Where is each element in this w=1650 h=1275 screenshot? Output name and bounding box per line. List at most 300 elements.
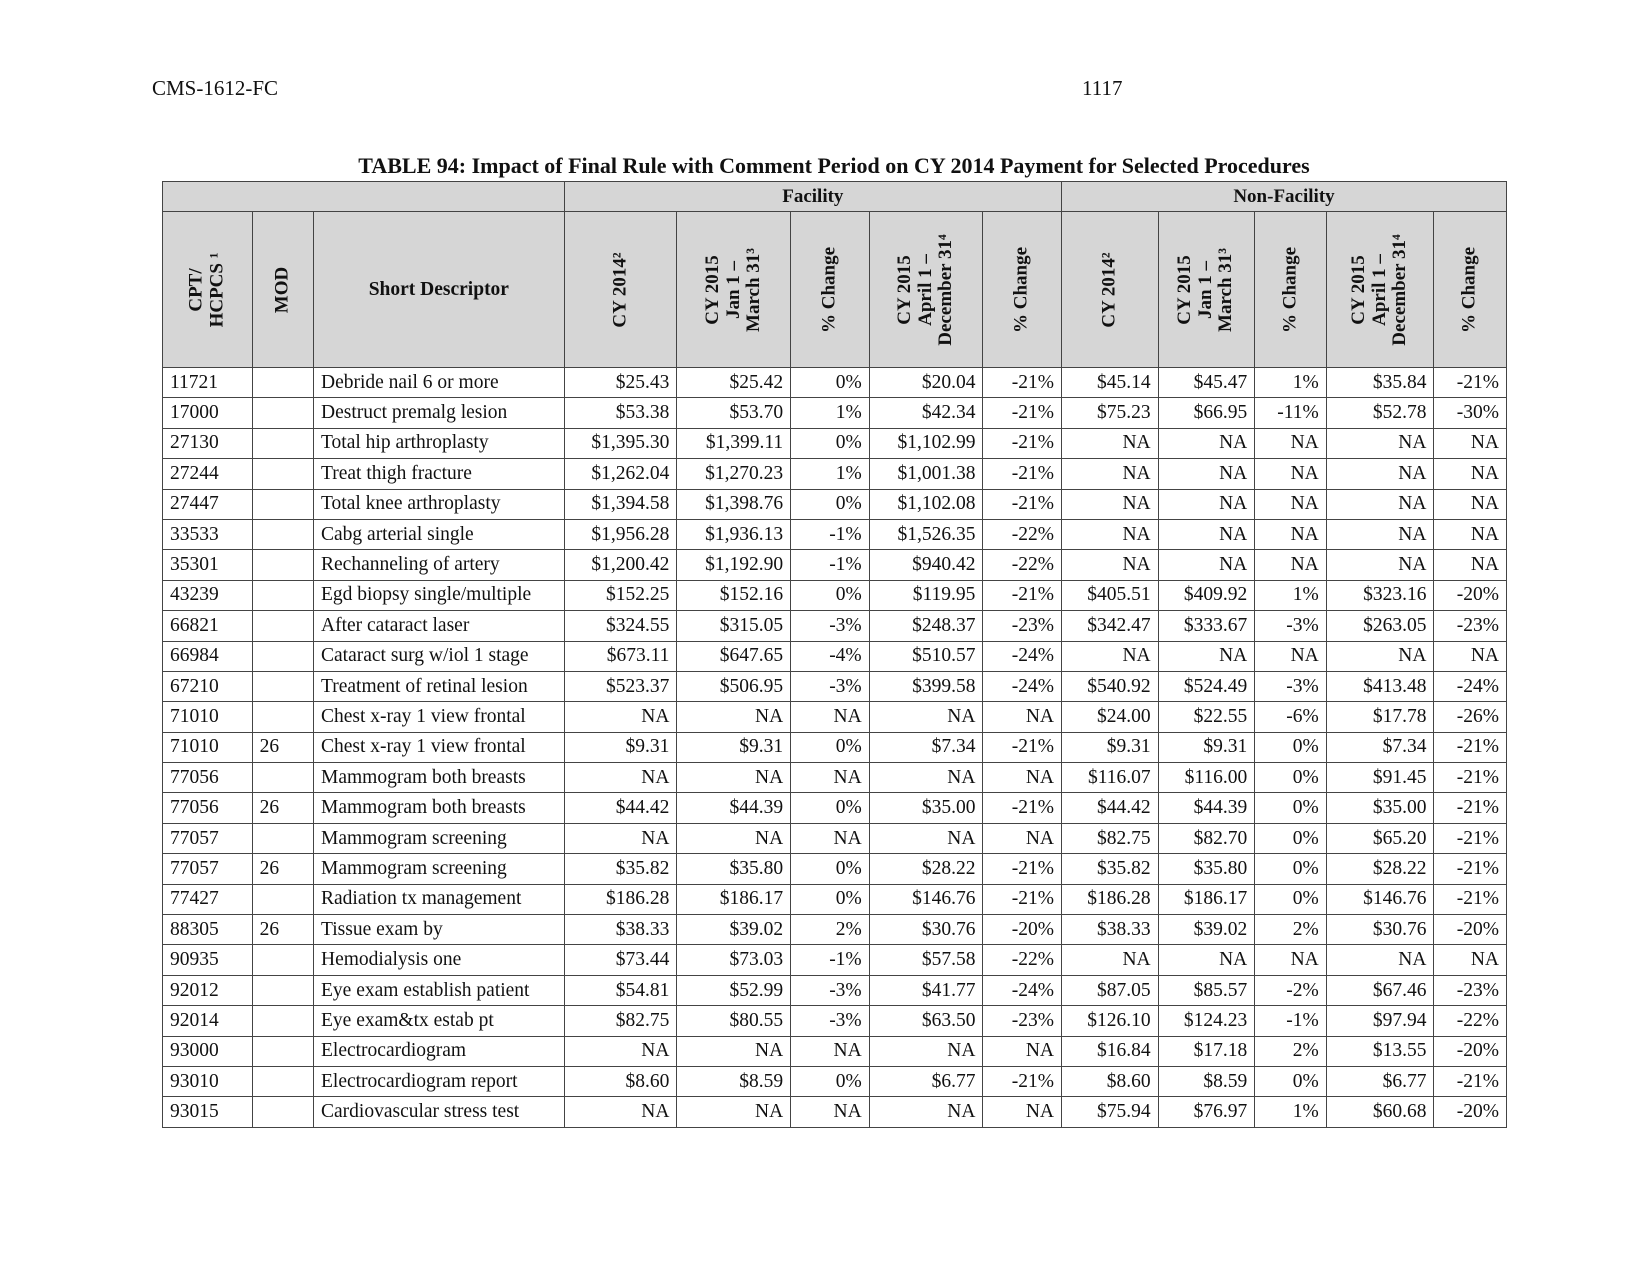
- cell-nonfacility-pct-change-1: -2%: [1255, 975, 1326, 1005]
- cell-facility-cy2015-apr-dec: $146.76: [869, 884, 983, 914]
- cell-facility-cy2014: $44.42: [564, 793, 677, 823]
- cell-facility-pct-change-1: NA: [791, 763, 870, 793]
- cell-nonfacility-cy2015-jan-mar: NA: [1158, 519, 1255, 549]
- cell-nonfacility-pct-change-1: 0%: [1255, 884, 1326, 914]
- cell-nonfacility-pct-change-1: -11%: [1255, 398, 1326, 428]
- cell-nonfacility-cy2015-jan-mar: $35.80: [1158, 854, 1255, 884]
- cell-nonfacility-cy2015-apr-dec: $35.84: [1326, 368, 1434, 398]
- cell-nonfacility-pct-change-2: -21%: [1434, 884, 1507, 914]
- cell-nonfacility-cy2014: $186.28: [1061, 884, 1158, 914]
- cell-cpt-code: 93000: [163, 1036, 253, 1066]
- cell-facility-cy2015-jan-mar: $80.55: [677, 1006, 791, 1036]
- cell-facility-pct-change-2: NA: [983, 702, 1062, 732]
- table-row: [163, 489, 1507, 519]
- table-row: [163, 550, 1507, 580]
- cell-nonfacility-cy2015-apr-dec: $17.78: [1326, 702, 1434, 732]
- table-row: [163, 580, 1507, 610]
- cell-nonfacility-cy2015-apr-dec: $146.76: [1326, 884, 1434, 914]
- cell-modifier: [252, 975, 313, 1005]
- cell-nonfacility-cy2015-apr-dec: $28.22: [1326, 854, 1434, 884]
- cell-facility-pct-change-2: -21%: [983, 489, 1062, 519]
- cell-nonfacility-cy2014: NA: [1061, 489, 1158, 519]
- cell-nonfacility-cy2014: $116.07: [1061, 763, 1158, 793]
- cell-facility-cy2015-apr-dec: NA: [869, 1097, 983, 1127]
- cell-cpt-code: 43239: [163, 580, 253, 610]
- cell-nonfacility-pct-change-1: NA: [1255, 428, 1326, 458]
- cell-facility-pct-change-1: 0%: [791, 580, 870, 610]
- cell-facility-pct-change-1: -3%: [791, 671, 870, 701]
- cell-facility-cy2015-jan-mar: NA: [677, 1097, 791, 1127]
- cell-facility-cy2015-jan-mar: $73.03: [677, 945, 791, 975]
- cell-modifier: [252, 641, 313, 671]
- cell-nonfacility-cy2015-jan-mar: NA: [1158, 641, 1255, 671]
- cell-nonfacility-pct-change-2: NA: [1434, 489, 1507, 519]
- cell-facility-cy2014: NA: [564, 763, 677, 793]
- cell-nonfacility-cy2014: $9.31: [1061, 732, 1158, 762]
- cell-facility-cy2014: $82.75: [564, 1006, 677, 1036]
- cell-facility-pct-change-1: 1%: [791, 398, 870, 428]
- table-row: [163, 915, 1507, 945]
- cell-facility-cy2014: $25.43: [564, 368, 677, 398]
- cell-facility-cy2015-apr-dec: $6.77: [869, 1066, 983, 1096]
- cell-nonfacility-pct-change-1: NA: [1255, 519, 1326, 549]
- cell-nonfacility-cy2015-apr-dec: $65.20: [1326, 823, 1434, 853]
- cell-nonfacility-cy2014: NA: [1061, 459, 1158, 489]
- cell-nonfacility-cy2015-jan-mar: $22.55: [1158, 702, 1255, 732]
- cell-nonfacility-cy2014: $16.84: [1061, 1036, 1158, 1066]
- cell-nonfacility-cy2014: $540.92: [1061, 671, 1158, 701]
- cell-nonfacility-cy2015-jan-mar: $124.23: [1158, 1006, 1255, 1036]
- cell-nonfacility-cy2015-jan-mar: $17.18: [1158, 1036, 1255, 1066]
- cell-nonfacility-pct-change-1: 2%: [1255, 1036, 1326, 1066]
- table-row: [163, 945, 1507, 975]
- cell-facility-cy2014: $324.55: [564, 611, 677, 641]
- cell-facility-cy2015-jan-mar: $1,399.11: [677, 428, 791, 458]
- cell-nonfacility-cy2014: NA: [1061, 641, 1158, 671]
- cell-modifier: 26: [252, 732, 313, 762]
- table-row: [163, 884, 1507, 914]
- cell-nonfacility-pct-change-2: -30%: [1434, 398, 1507, 428]
- cell-cpt-code: 88305: [163, 915, 253, 945]
- group-header-blank: [163, 182, 565, 212]
- cell-facility-cy2014: $523.37: [564, 671, 677, 701]
- cell-short-descriptor: Treatment of retinal lesion: [314, 671, 565, 701]
- cell-nonfacility-pct-change-2: NA: [1434, 945, 1507, 975]
- cell-short-descriptor: Egd biopsy single/multiple: [314, 580, 565, 610]
- cell-nonfacility-cy2014: NA: [1061, 519, 1158, 549]
- cell-cpt-code: 27244: [163, 459, 253, 489]
- cell-nonfacility-cy2015-apr-dec: NA: [1326, 641, 1434, 671]
- cell-modifier: [252, 945, 313, 975]
- cell-facility-pct-change-2: -21%: [983, 368, 1062, 398]
- table-row: [163, 1097, 1507, 1127]
- cell-nonfacility-cy2015-jan-mar: $186.17: [1158, 884, 1255, 914]
- cell-cpt-code: 27130: [163, 428, 253, 458]
- cell-facility-pct-change-2: -24%: [983, 641, 1062, 671]
- cell-nonfacility-cy2014: $35.82: [1061, 854, 1158, 884]
- cell-short-descriptor: Cabg arterial single: [314, 519, 565, 549]
- cell-facility-pct-change-2: -21%: [983, 732, 1062, 762]
- cell-nonfacility-cy2014: $8.60: [1061, 1066, 1158, 1096]
- cell-facility-cy2015-apr-dec: $7.34: [869, 732, 983, 762]
- cell-cpt-code: 71010: [163, 702, 253, 732]
- cell-nonfacility-pct-change-2: -23%: [1434, 975, 1507, 1005]
- cell-nonfacility-cy2014: $75.94: [1061, 1097, 1158, 1127]
- cell-facility-cy2015-jan-mar: NA: [677, 763, 791, 793]
- cell-nonfacility-pct-change-1: NA: [1255, 641, 1326, 671]
- cell-cpt-code: 77056: [163, 793, 253, 823]
- cell-short-descriptor: Eye exam&tx estab pt: [314, 1006, 565, 1036]
- cell-short-descriptor: Total knee arthroplasty: [314, 489, 565, 519]
- cell-nonfacility-pct-change-2: -21%: [1434, 763, 1507, 793]
- cell-facility-cy2014: $1,200.42: [564, 550, 677, 580]
- cell-facility-pct-change-1: -1%: [791, 519, 870, 549]
- table-title: TABLE 94: Impact of Final Rule with Comment Period on CY 2014 Payment for Selected Procedures: [358, 153, 1310, 178]
- cell-modifier: [252, 459, 313, 489]
- cell-nonfacility-cy2015-apr-dec: $97.94: [1326, 1006, 1434, 1036]
- cell-nonfacility-cy2015-jan-mar: $66.95: [1158, 398, 1255, 428]
- cell-facility-cy2015-jan-mar: $506.95: [677, 671, 791, 701]
- cell-facility-cy2014: $1,956.28: [564, 519, 677, 549]
- cell-cpt-code: 17000: [163, 398, 253, 428]
- cell-nonfacility-cy2014: $126.10: [1061, 1006, 1158, 1036]
- cell-facility-cy2015-apr-dec: NA: [869, 702, 983, 732]
- cell-short-descriptor: Debride nail 6 or more: [314, 368, 565, 398]
- cell-facility-cy2015-apr-dec: $35.00: [869, 793, 983, 823]
- cell-facility-pct-change-2: NA: [983, 1036, 1062, 1066]
- cell-facility-pct-change-2: NA: [983, 823, 1062, 853]
- cell-facility-cy2015-apr-dec: $28.22: [869, 854, 983, 884]
- cell-facility-pct-change-1: -3%: [791, 611, 870, 641]
- cell-facility-pct-change-1: 0%: [791, 489, 870, 519]
- cell-facility-cy2015-apr-dec: $510.57: [869, 641, 983, 671]
- cell-modifier: 26: [252, 793, 313, 823]
- cell-short-descriptor: Cataract surg w/iol 1 stage: [314, 641, 565, 671]
- cell-nonfacility-cy2014: $45.14: [1061, 368, 1158, 398]
- cell-facility-cy2014: NA: [564, 1097, 677, 1127]
- cell-facility-pct-change-1: 0%: [791, 1066, 870, 1096]
- cell-facility-pct-change-2: -24%: [983, 975, 1062, 1005]
- cell-facility-pct-change-2: -21%: [983, 398, 1062, 428]
- cell-facility-cy2015-apr-dec: $42.34: [869, 398, 983, 428]
- cell-facility-pct-change-1: 0%: [791, 793, 870, 823]
- cell-short-descriptor: Chest x-ray 1 view frontal: [314, 702, 565, 732]
- cell-facility-cy2015-jan-mar: $39.02: [677, 915, 791, 945]
- cell-short-descriptor: Rechanneling of artery: [314, 550, 565, 580]
- cell-modifier: [252, 580, 313, 610]
- cell-facility-pct-change-2: -24%: [983, 671, 1062, 701]
- cell-cpt-code: 11721: [163, 368, 253, 398]
- cell-nonfacility-pct-change-1: NA: [1255, 945, 1326, 975]
- payment-impact-table: [162, 181, 1507, 1128]
- cell-nonfacility-cy2015-apr-dec: $413.48: [1326, 671, 1434, 701]
- cell-short-descriptor: Treat thigh fracture: [314, 459, 565, 489]
- cell-facility-cy2015-jan-mar: $315.05: [677, 611, 791, 641]
- cell-short-descriptor: Chest x-ray 1 view frontal: [314, 732, 565, 762]
- col-header-facility-cy2014: CY 2014²: [564, 212, 677, 368]
- table-row: [163, 1036, 1507, 1066]
- cell-nonfacility-cy2014: $82.75: [1061, 823, 1158, 853]
- cell-facility-cy2014: NA: [564, 823, 677, 853]
- cell-nonfacility-cy2015-jan-mar: NA: [1158, 945, 1255, 975]
- cell-cpt-code: 77056: [163, 763, 253, 793]
- cell-modifier: [252, 671, 313, 701]
- cell-facility-pct-change-2: -21%: [983, 884, 1062, 914]
- cell-facility-pct-change-2: -21%: [983, 580, 1062, 610]
- cell-cpt-code: 33533: [163, 519, 253, 549]
- table-row: [163, 1066, 1507, 1096]
- cell-facility-pct-change-2: -21%: [983, 428, 1062, 458]
- cell-nonfacility-pct-change-2: -22%: [1434, 1006, 1507, 1036]
- cell-nonfacility-cy2014: NA: [1061, 428, 1158, 458]
- cell-cpt-code: 77057: [163, 854, 253, 884]
- cell-modifier: [252, 1097, 313, 1127]
- cell-nonfacility-pct-change-2: -21%: [1434, 1066, 1507, 1096]
- cell-nonfacility-pct-change-2: NA: [1434, 519, 1507, 549]
- cell-cpt-code: 66984: [163, 641, 253, 671]
- cell-nonfacility-cy2015-apr-dec: $52.78: [1326, 398, 1434, 428]
- cell-facility-cy2015-jan-mar: $53.70: [677, 398, 791, 428]
- cell-facility-pct-change-2: -23%: [983, 1006, 1062, 1036]
- cell-short-descriptor: Eye exam establish patient: [314, 975, 565, 1005]
- cell-facility-cy2015-apr-dec: $63.50: [869, 1006, 983, 1036]
- cell-nonfacility-cy2015-jan-mar: $85.57: [1158, 975, 1255, 1005]
- cell-nonfacility-cy2015-jan-mar: NA: [1158, 459, 1255, 489]
- cell-nonfacility-cy2015-jan-mar: $116.00: [1158, 763, 1255, 793]
- cell-nonfacility-cy2015-apr-dec: $7.34: [1326, 732, 1434, 762]
- page-number: 1117: [1082, 76, 1123, 100]
- cell-nonfacility-pct-change-1: 1%: [1255, 368, 1326, 398]
- cell-facility-cy2015-jan-mar: $9.31: [677, 732, 791, 762]
- col-header-nonfacility-cy2015-apr: CY 2015 April 1 – December 31⁴: [1326, 212, 1434, 368]
- cell-facility-pct-change-1: -3%: [791, 975, 870, 1005]
- cell-modifier: [252, 489, 313, 519]
- cell-facility-cy2015-apr-dec: $248.37: [869, 611, 983, 641]
- cell-facility-cy2014: $186.28: [564, 884, 677, 914]
- col-header-nonfacility-pct-change-1: % Change: [1255, 212, 1326, 368]
- cell-modifier: [252, 884, 313, 914]
- cell-nonfacility-cy2015-apr-dec: $13.55: [1326, 1036, 1434, 1066]
- cell-nonfacility-pct-change-2: NA: [1434, 641, 1507, 671]
- cell-short-descriptor: Mammogram screening: [314, 823, 565, 853]
- cell-facility-pct-change-1: 0%: [791, 732, 870, 762]
- cell-cpt-code: 92014: [163, 1006, 253, 1036]
- table-row: [163, 975, 1507, 1005]
- cell-facility-cy2015-jan-mar: $1,192.90: [677, 550, 791, 580]
- cell-facility-pct-change-2: -21%: [983, 459, 1062, 489]
- cell-facility-cy2015-jan-mar: $8.59: [677, 1066, 791, 1096]
- cell-modifier: [252, 1066, 313, 1096]
- cell-facility-cy2015-jan-mar: NA: [677, 702, 791, 732]
- cell-facility-pct-change-1: NA: [791, 702, 870, 732]
- cell-facility-cy2015-jan-mar: $44.39: [677, 793, 791, 823]
- cell-facility-pct-change-1: 0%: [791, 428, 870, 458]
- table-row: [163, 611, 1507, 641]
- cell-modifier: 26: [252, 915, 313, 945]
- cell-facility-cy2015-jan-mar: $1,270.23: [677, 459, 791, 489]
- cell-facility-cy2014: $53.38: [564, 398, 677, 428]
- cell-facility-cy2015-jan-mar: NA: [677, 1036, 791, 1066]
- table-row: [163, 459, 1507, 489]
- cell-modifier: [252, 1036, 313, 1066]
- cell-nonfacility-pct-change-1: 0%: [1255, 854, 1326, 884]
- cell-nonfacility-pct-change-2: -21%: [1434, 823, 1507, 853]
- cell-facility-cy2015-jan-mar: $186.17: [677, 884, 791, 914]
- col-header-mod: MOD: [252, 212, 313, 368]
- cell-short-descriptor: Mammogram both breasts: [314, 793, 565, 823]
- cell-facility-pct-change-2: NA: [983, 763, 1062, 793]
- table-body: [163, 368, 1507, 1128]
- cell-facility-cy2014: $1,395.30: [564, 428, 677, 458]
- col-header-facility-cy2015-apr: CY 2015 April 1 – December 31⁴: [869, 212, 983, 368]
- cell-nonfacility-pct-change-2: -21%: [1434, 732, 1507, 762]
- col-header-short-descriptor: Short Descriptor: [314, 212, 565, 368]
- cell-nonfacility-cy2015-jan-mar: $76.97: [1158, 1097, 1255, 1127]
- cell-cpt-code: 67210: [163, 671, 253, 701]
- cell-cpt-code: 90935: [163, 945, 253, 975]
- cell-facility-cy2015-jan-mar: $35.80: [677, 854, 791, 884]
- cell-facility-cy2015-apr-dec: $57.58: [869, 945, 983, 975]
- cell-facility-cy2015-jan-mar: $52.99: [677, 975, 791, 1005]
- cell-facility-pct-change-2: -21%: [983, 854, 1062, 884]
- cell-facility-cy2014: $1,262.04: [564, 459, 677, 489]
- cell-facility-cy2015-apr-dec: $1,102.99: [869, 428, 983, 458]
- cell-short-descriptor: Tissue exam by: [314, 915, 565, 945]
- table-row: [163, 428, 1507, 458]
- col-header-nonfacility-cy2014: CY 2014²: [1061, 212, 1158, 368]
- cell-nonfacility-pct-change-2: NA: [1434, 550, 1507, 580]
- table-row: [163, 732, 1507, 762]
- cell-nonfacility-cy2014: $38.33: [1061, 915, 1158, 945]
- cell-cpt-code: 93010: [163, 1066, 253, 1096]
- cell-nonfacility-cy2014: $405.51: [1061, 580, 1158, 610]
- cell-nonfacility-pct-change-1: 2%: [1255, 915, 1326, 945]
- cell-modifier: [252, 611, 313, 641]
- cell-facility-cy2014: $8.60: [564, 1066, 677, 1096]
- cell-nonfacility-cy2015-apr-dec: NA: [1326, 550, 1434, 580]
- document-id: CMS-1612-FC: [152, 76, 279, 100]
- table-row: [163, 702, 1507, 732]
- table-row: [163, 763, 1507, 793]
- cell-nonfacility-pct-change-2: -21%: [1434, 368, 1507, 398]
- cell-nonfacility-pct-change-2: -20%: [1434, 1097, 1507, 1127]
- cell-nonfacility-cy2015-apr-dec: NA: [1326, 459, 1434, 489]
- cell-facility-cy2015-apr-dec: NA: [869, 763, 983, 793]
- cell-nonfacility-pct-change-2: -21%: [1434, 854, 1507, 884]
- cell-nonfacility-pct-change-1: NA: [1255, 489, 1326, 519]
- cell-cpt-code: 35301: [163, 550, 253, 580]
- cell-nonfacility-cy2015-jan-mar: NA: [1158, 489, 1255, 519]
- cell-nonfacility-pct-change-2: -20%: [1434, 580, 1507, 610]
- cell-nonfacility-pct-change-1: 1%: [1255, 1097, 1326, 1127]
- table-row: [163, 793, 1507, 823]
- cell-facility-pct-change-1: -4%: [791, 641, 870, 671]
- cell-nonfacility-cy2015-apr-dec: $263.05: [1326, 611, 1434, 641]
- cell-facility-cy2014: $38.33: [564, 915, 677, 945]
- cell-nonfacility-pct-change-1: -3%: [1255, 671, 1326, 701]
- cell-nonfacility-pct-change-2: -23%: [1434, 611, 1507, 641]
- cell-facility-cy2015-apr-dec: NA: [869, 823, 983, 853]
- cell-facility-pct-change-2: -22%: [983, 519, 1062, 549]
- cell-facility-cy2015-jan-mar: $1,936.13: [677, 519, 791, 549]
- cell-cpt-code: 66821: [163, 611, 253, 641]
- cell-facility-pct-change-1: -3%: [791, 1006, 870, 1036]
- cell-facility-pct-change-2: -21%: [983, 1066, 1062, 1096]
- cell-facility-pct-change-2: -22%: [983, 945, 1062, 975]
- cell-facility-pct-change-2: -20%: [983, 915, 1062, 945]
- cell-short-descriptor: After cataract laser: [314, 611, 565, 641]
- cell-facility-cy2015-apr-dec: $940.42: [869, 550, 983, 580]
- cell-short-descriptor: Mammogram screening: [314, 854, 565, 884]
- cell-nonfacility-cy2015-apr-dec: $91.45: [1326, 763, 1434, 793]
- table-row: [163, 1006, 1507, 1036]
- cell-nonfacility-cy2015-apr-dec: $60.68: [1326, 1097, 1434, 1127]
- cell-short-descriptor: Cardiovascular stress test: [314, 1097, 565, 1127]
- cell-cpt-code: 77427: [163, 884, 253, 914]
- cell-nonfacility-cy2015-jan-mar: $45.47: [1158, 368, 1255, 398]
- cell-nonfacility-pct-change-2: -24%: [1434, 671, 1507, 701]
- cell-nonfacility-cy2014: NA: [1061, 945, 1158, 975]
- cell-short-descriptor: Electrocardiogram: [314, 1036, 565, 1066]
- cell-nonfacility-pct-change-2: -26%: [1434, 702, 1507, 732]
- col-header-nonfacility-cy2015-jan: CY 2015 Jan 1 – March 31³: [1158, 212, 1255, 368]
- cell-facility-cy2014: $73.44: [564, 945, 677, 975]
- cell-nonfacility-cy2015-jan-mar: $82.70: [1158, 823, 1255, 853]
- cell-nonfacility-pct-change-1: 0%: [1255, 793, 1326, 823]
- cell-facility-cy2015-apr-dec: $30.76: [869, 915, 983, 945]
- cell-nonfacility-cy2015-apr-dec: $67.46: [1326, 975, 1434, 1005]
- cell-nonfacility-cy2015-apr-dec: $30.76: [1326, 915, 1434, 945]
- cell-facility-pct-change-2: -23%: [983, 611, 1062, 641]
- col-header-facility-pct-change-1: % Change: [791, 212, 870, 368]
- cell-facility-cy2015-apr-dec: $20.04: [869, 368, 983, 398]
- cell-nonfacility-pct-change-1: -3%: [1255, 611, 1326, 641]
- column-header-row: [163, 212, 1507, 368]
- cell-cpt-code: 93015: [163, 1097, 253, 1127]
- cell-modifier: [252, 763, 313, 793]
- table-row: [163, 823, 1507, 853]
- cell-nonfacility-pct-change-2: NA: [1434, 459, 1507, 489]
- cell-nonfacility-cy2015-apr-dec: NA: [1326, 519, 1434, 549]
- cell-nonfacility-cy2015-jan-mar: $8.59: [1158, 1066, 1255, 1096]
- cell-modifier: [252, 1006, 313, 1036]
- cell-facility-cy2015-jan-mar: $1,398.76: [677, 489, 791, 519]
- cell-facility-pct-change-1: NA: [791, 1036, 870, 1066]
- cell-facility-cy2014: $152.25: [564, 580, 677, 610]
- cell-facility-cy2015-apr-dec: $399.58: [869, 671, 983, 701]
- col-header-cpt: CPT/ HCPCS ¹: [163, 212, 253, 368]
- cell-facility-cy2015-jan-mar: $152.16: [677, 580, 791, 610]
- cell-nonfacility-cy2015-apr-dec: $35.00: [1326, 793, 1434, 823]
- cell-facility-cy2015-apr-dec: $119.95: [869, 580, 983, 610]
- cell-nonfacility-cy2015-jan-mar: $409.92: [1158, 580, 1255, 610]
- table-row: [163, 519, 1507, 549]
- cell-nonfacility-cy2015-apr-dec: NA: [1326, 428, 1434, 458]
- cell-nonfacility-cy2015-jan-mar: $44.39: [1158, 793, 1255, 823]
- cell-modifier: [252, 823, 313, 853]
- cell-nonfacility-cy2015-apr-dec: NA: [1326, 489, 1434, 519]
- cell-facility-cy2015-jan-mar: $25.42: [677, 368, 791, 398]
- cell-short-descriptor: Radiation tx management: [314, 884, 565, 914]
- cell-modifier: [252, 368, 313, 398]
- cell-facility-pct-change-1: 1%: [791, 459, 870, 489]
- cell-facility-pct-change-1: -1%: [791, 945, 870, 975]
- cell-facility-cy2014: NA: [564, 702, 677, 732]
- cell-facility-cy2015-apr-dec: $1,102.08: [869, 489, 983, 519]
- cell-nonfacility-cy2015-jan-mar: $9.31: [1158, 732, 1255, 762]
- cell-facility-pct-change-1: NA: [791, 1097, 870, 1127]
- cell-cpt-code: 92012: [163, 975, 253, 1005]
